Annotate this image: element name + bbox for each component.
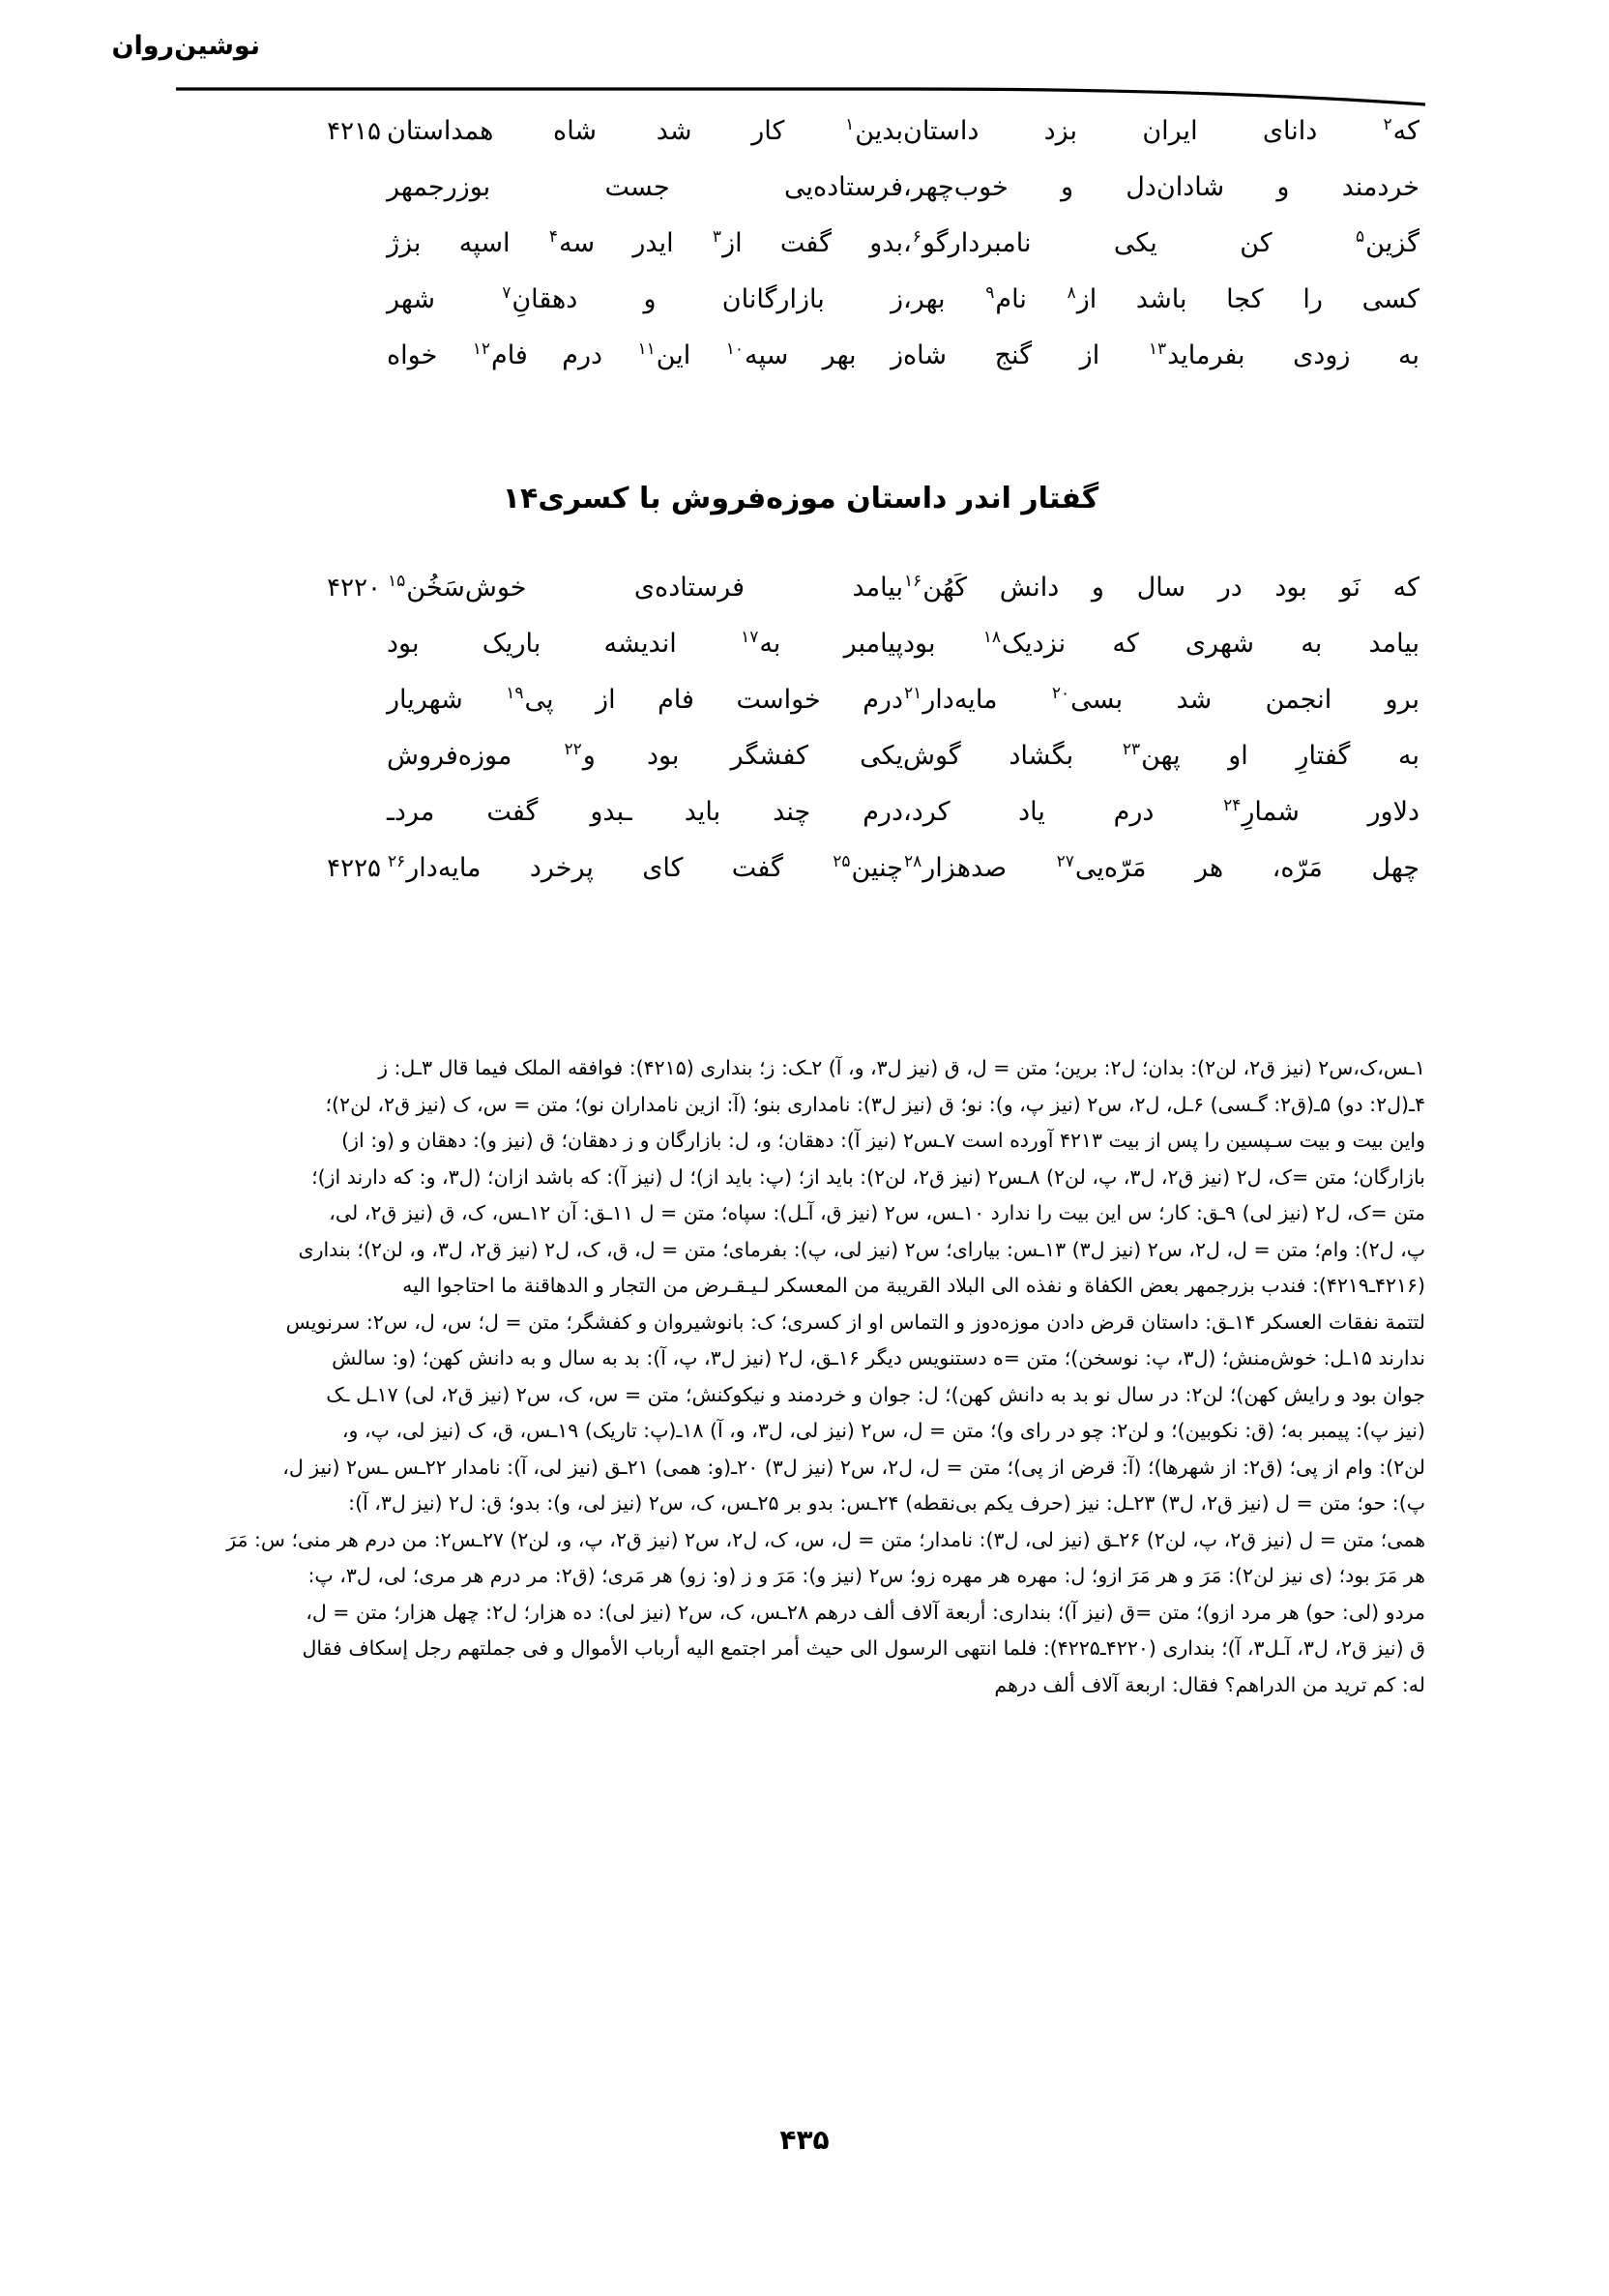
verse-line [176, 673, 1425, 729]
hemistich-right: درم خواست فام از پی$^{۱۹}$ شهریار [387, 684, 903, 715]
apparatus-line: ندارند ۱۵ـل: خوش‌منش؛ (ل۳، پ: نوسخن)؛ متن =ه دستنویس دیگر ۱۶ـق، ل۲ (نیز ل۳، پ، آ): بد به سال و به دانش کهن؛ (و: سالش [332, 1346, 1425, 1369]
verse-line [176, 561, 1425, 617]
note-marker: ۲۱ [904, 684, 922, 703]
hemistich-left: بیامد به شهری که نزدیک$^{۱۸}$ بود [903, 628, 1420, 659]
apparatus-line: مردو (لی: حو) هر مرد ازو)؛ متن =ق (نیز آ)؛ بنداری: أربعة آلاف ألف درهم ۲۸ـس، ک، س۲ (نیز لی): ده هزار؛ ل۲: چهل هزار؛ متن = ل، [306, 1600, 1425, 1624]
critical-apparatus [176, 1050, 1425, 1703]
note-marker: ۶ [912, 227, 922, 247]
hemistich-right: بدین$^۱$ کار شد شاه همداستان [387, 115, 903, 146]
apparatus-line: پ، ل۲): وام؛ متن = ل، ل۲، س۲ (نیز ل۳) ۱۳ـس: بیارای؛ س۲ (نیز لی، پ): بفرمای؛ متن = ل، ق، ک، ل۲ (نیز ق۲، ل۳، و، لن۲)؛ بنداری [298, 1237, 1425, 1261]
apparatus-line: هر مَرَ بود؛ (ی نیز لن۲): مَرَ و هر مَرَ ازو؛ ل: مهره هر مهره زو؛ س۲ (نیز و): مَرَ و ز (و: زو) هر مَری؛ (ق۲: مر درم هر مری؛ لی، ل۳، پ: [307, 1564, 1425, 1587]
apparatus-line: له: کم ترید من الدراهم؟ فقال: اربعة آلاف ألف درهم [994, 1672, 1425, 1696]
note-marker: ۲۲ [564, 740, 582, 759]
verse-block-two [176, 561, 1425, 898]
hemistich-right: درم چند باید ـبدو گفت مردـ [387, 797, 903, 827]
apparatus-line: (نیز پ): پیمبر به؛ (ق: نکوبین)؛ و لن۲: چو در رای و)؛ متن = ل، س۲ (نیز لی، ل۳، و، آ) ۱۸ـ(پ: تاریک) ۱۹ـس، ق، ک (نیز لی، پ، و، [341, 1419, 1425, 1442]
hemistich-right: پیامبر به$^{۱۷}$ اندیشه باریک بود [387, 628, 903, 659]
running-head [111, 21, 260, 79]
note-marker: ۴ [548, 227, 558, 247]
hemistich-right: فرستاده‌یی جست بوزرجمهر [387, 172, 903, 202]
apparatus-line: همی؛ متن = ل (نیز ق۲، پ، لن۲) ۲۶ـق (نیز لی، ل۳): نامدار؛ متن = ل، س، ک، ل۲، س۲ (نیز ق۲، پ، و، لن۲) ۲۷ـس۲: من درم هر منی؛ س: مَرَ [226, 1527, 1425, 1551]
hemistich-left: کسی را کجا باشد از$^۸$ نام$^۹$ بهر، [903, 283, 1420, 314]
note-marker: ۲۵ [833, 852, 851, 871]
verse-line [176, 329, 1425, 385]
apparatus-line: متن =ک، ل۲ (نیز لی) ۹ـق: کار؛ س این بیت را ندارد ۱۰ـس، س۲ (نیز ق، آـل): سپاه؛ متن = ل ۱۱ـق: آن ۱۲ـس، ک، ق (نیز ق۲، لی، [329, 1201, 1425, 1224]
hemistich-right: ز بهر سپه$^{۱۰}$ این$^{۱۱}$ درم فام$^{۱۲}$ خواه [387, 339, 903, 370]
note-marker: ۱۳ [1148, 339, 1167, 359]
note-marker: ۸ [1067, 283, 1076, 303]
apparatus-line: واین بیت و بیت سـپسین را پس از بیت ۴۲۱۳ آورده است ۷ـس۲ (نیز آ): دهقان؛ و، ل: بازارگان و ز دهقان؛ ق (نیز و): دهقان و (و: از) [341, 1129, 1425, 1152]
hemistich-left: خردمند و شادان‌دل و خوب‌چهر، [903, 172, 1419, 202]
folio-number: ۴۳۵ [779, 2124, 830, 2156]
verse-line [176, 161, 1425, 217]
hemistich-right: چنین$^{۲۵}$ گفت کای پرخرد مایه‌دار$^{۲۶}$ [388, 852, 903, 883]
note-marker: ۱۱ [637, 339, 656, 359]
hemistich-left: به زودی بفرماید$^{۱۳}$ از گنج شاه [903, 339, 1419, 370]
note-marker: ۱۷ [741, 628, 759, 647]
hemistich-right: بیامد فرستاده‌ی خوش‌سَخُن$^{۱۵}$ [388, 572, 903, 603]
note-marker: ۲۸ [904, 852, 922, 871]
note-marker: ۱۸ [982, 628, 1001, 647]
verse-number: ۴۲۲۵ [327, 854, 381, 883]
running-head-text: نوشین‌روان [111, 31, 260, 61]
verse-line [176, 273, 1425, 329]
note-marker: ۱۰ [725, 339, 744, 359]
section-heading: گفتار اندر داستان موزه‌فروش با کسری۱۴ [502, 482, 1099, 515]
verse-number: ۴۲۲۰ [327, 574, 381, 603]
note-marker: ۲ [1383, 115, 1392, 134]
verse-line [176, 785, 1425, 841]
note-marker: ۲۷ [1056, 852, 1074, 871]
hemistich-left: گزین$^۵$ کن یکی نامبردارگو$^۶$، [903, 227, 1419, 258]
note-marker: ۲۰ [1051, 684, 1070, 703]
hemistich-left: به گفتارِ او پهن$^{۲۳}$ بگشاد گوش [903, 740, 1419, 771]
hemistich-right: بدو گفت از$^۳$ ایدر سه$^۴$ اسپه بزژ [387, 227, 903, 258]
verse-line [176, 104, 1425, 161]
note-marker: ۱۹ [506, 684, 524, 703]
note-marker: ۲۳ [1122, 740, 1141, 759]
note-marker: ۱۵ [388, 572, 406, 591]
note-marker: ۵ [1356, 227, 1365, 247]
verse-line [176, 617, 1425, 673]
apparatus-line: ق (نیز ق۲، ل۳، آـل۳، آ)؛ بنداری (۴۲۲۰ـ۴۲۲۵): فلما انتهی الرسول الی حیث أمر اجتمع الیه أرباب الأموال و فی جملتهم رجل إسکاف فقال [302, 1636, 1425, 1660]
note-marker: ۷ [502, 283, 512, 303]
note-marker: ۱۲ [472, 339, 490, 359]
hemistich-left: که نَو بود در سال و دانش کَهُن$^{۱۶}$ [904, 572, 1419, 603]
apparatus-line: ۱ـس،ک،س۲ (نیز ق۲، لن۲): بدان؛ ل۲: برین؛ متن = ل، ق (نیز ل۳، و، آ) ۲ـک: ز؛ بنداری (۴۲۱۵): فوافقه الملک فیما قال ۳ـل: ز [378, 1056, 1425, 1079]
apparatus-line: لن۲): وام از پی؛ (ق۲: از شهرها)؛ (آ: قرض از پی)؛ متن = ل، ل۲، س۲ (نیز ل۳) ۲۰ـ(و: همی) ۲۱ـق (نیز لی، آ): نامدار ۲۲ـس ـس۲ (نیز ل، [282, 1455, 1425, 1479]
note-marker: ۳ [712, 227, 722, 247]
hemistich-left: چهل مَرّه، هر مَرّه‌یی$^{۲۷}$ صدهزار$^{۲۸}$ [904, 852, 1420, 883]
apparatus-line: بازارگان؛ متن =ک، ل۲ (نیز ق۲، ل۳، پ، لن۲) ۸ـس۲ (نیز ق۲، لن۲): باید از؛ (پ: باید از)؛ ل (نیز آ): که باشد ازان؛ (ل۳، و: که دارند از)؛ [311, 1164, 1425, 1189]
verse-line [176, 729, 1425, 785]
note-marker: ۱ [845, 115, 855, 134]
verse-number: ۴۲۱۵ [327, 117, 381, 146]
verse-line [176, 841, 1425, 898]
note-marker: ۱۶ [904, 572, 922, 591]
verse-line [176, 217, 1425, 273]
note-marker: ۲۶ [388, 852, 406, 871]
apparatus-line: لتتمة نفقات العسکر ۱۴ـق: داستان قرض دادن موزه‌دوز و التماس او از کسری؛ ک: بانوشیروان و کفشگر؛ متن = ل؛ س، ل، س۲: سرنویس [285, 1310, 1425, 1334]
hemistich-right: ز بازارگانان و دهقانِ$^۷$ شهر [387, 283, 903, 314]
verse-block-one [176, 104, 1425, 385]
hemistich-left: که$^۲$ دانای ایران بزد داستان [903, 115, 1419, 146]
note-marker: ۹ [985, 283, 995, 303]
apparatus-line: پ): حو؛ متن = ل (نیز ق۲، ل۳) ۲۳ـل: نیز (حرف یکم بی‌نقطه) ۲۴ـس: بدو بر ۲۵ـس، ک، س۲ (نیز لی، و): بدو؛ ق: ل۲ (نیز ل۳، آ): [348, 1491, 1425, 1515]
hemistich-left: دلاور شمارِ$^{۲۴}$ درم یاد کرد، [903, 796, 1419, 827]
hemistich-right: یکی کفشگر بود و$^{۲۲}$ موزه‌فروش [387, 740, 903, 771]
apparatus-line: (۴۲۱۶ـ۴۲۱۹): فندب بزرجمهر بعض الکفاة و نفذه الی البلاد القریبة من المعسکر لـیـقـرض من التجار و الدهاقنة ما احتاجوا الیه [402, 1274, 1425, 1297]
header-rule [176, 85, 1425, 106]
hemistich-left: برو انجمن شد بسی$^{۲۰}$ مایه‌دار$^{۲۱}$ [904, 684, 1419, 715]
apparatus-line: جوان بود و رایش کهن)؛ لن۲: در سال نو بد به دانش کهن)؛ ل: جوان و خردمند و نیکوکنش؛ متن = س، ک، س۲ (نیز ق۲، لی) ۱۷ـل ـک [326, 1382, 1425, 1406]
note-marker: ۲۴ [1223, 796, 1242, 815]
apparatus-line: ۴ـ(ل۲: دو) ۵ـ(ق۲: گـسی) ۶ـل، ل۲، س۲ (نیز پ، و): نو؛ ق (نیز ل۳): نامداری بنو؛ (آ: ازین نامداران نو)؛ متن = س، ک (نیز ق۲، لن۲)؛ [325, 1092, 1425, 1116]
